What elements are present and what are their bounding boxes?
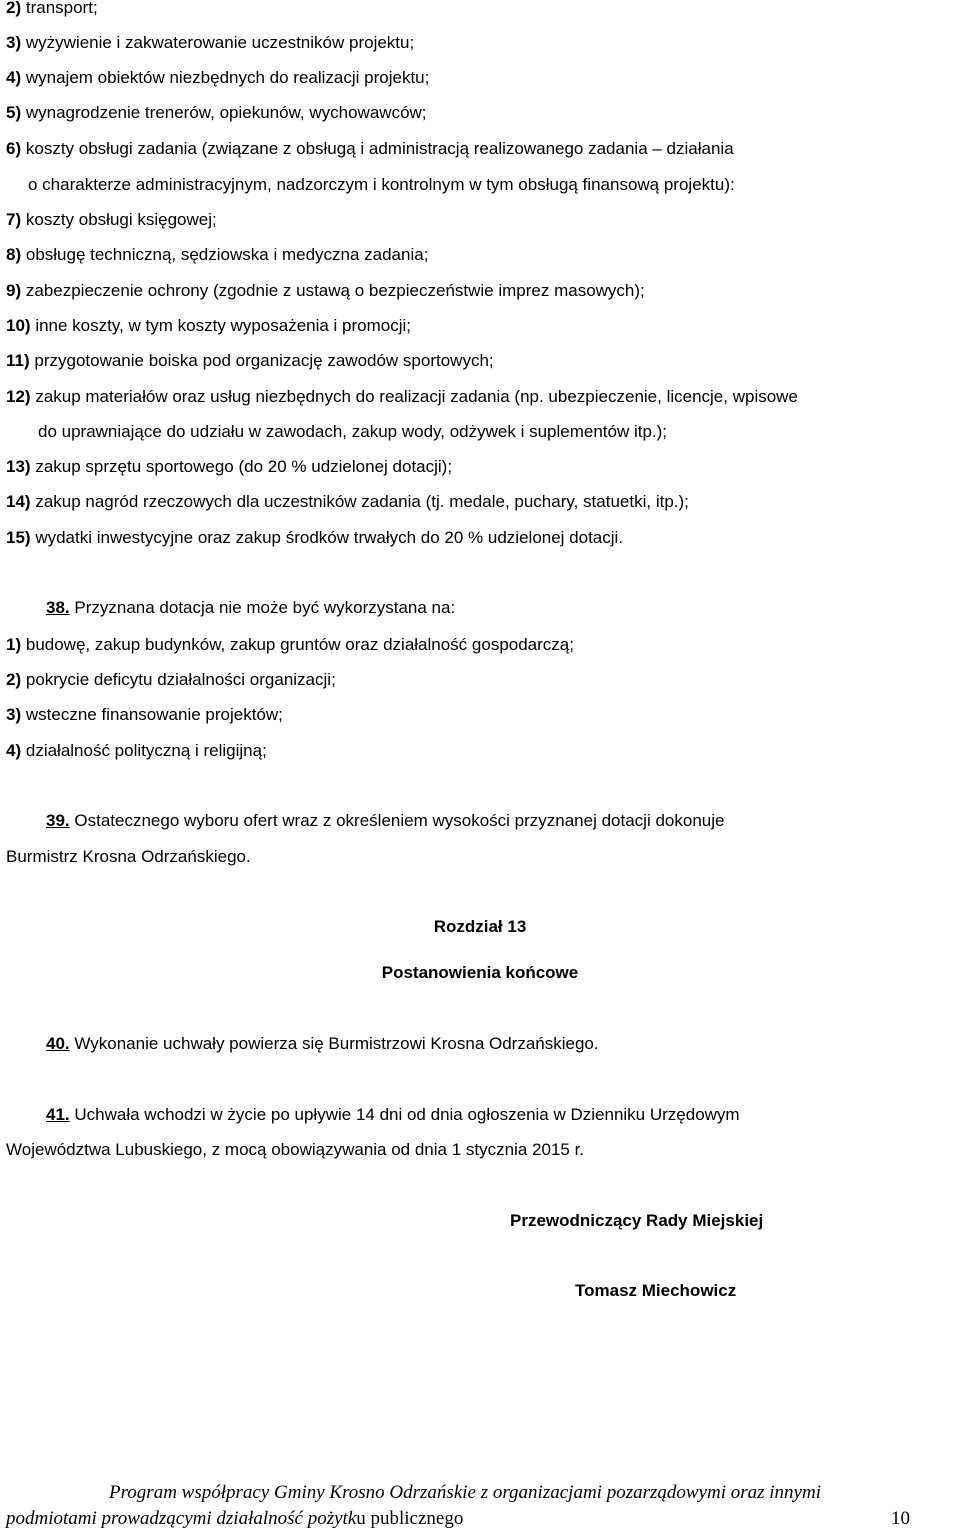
list-item: 12) zakup materiałów oraz usług niezbędnych do realizacji zadania (np. ubezpieczenie, licencje, wpisowe [6, 387, 798, 406]
list-item: 4) działalność polityczną i religijną; [6, 741, 267, 760]
list-item: 7) koszty obsługi księgowej; [6, 210, 217, 229]
list-item-continuation: do uprawniające do udziału w zawodach, zakup wody, odżywek i suplementów itp.); [38, 422, 668, 441]
list-item: 2) pokrycie deficytu działalności organizacji; [6, 670, 336, 689]
list-item: 6) koszty obsługi zadania (związane z obsługą i administracją realizowanego zadania – działania [6, 139, 734, 158]
list-item-continuation: o charakterze administracyjnym, nadzorczym i kontrolnym w tym obsługą finansową projektu): [28, 175, 735, 194]
list-item: 11) przygotowanie boiska pod organizację zawodów sportowych; [6, 351, 494, 370]
section-41-line1: 41. Uchwała wchodzi w życie po upływie 14 dni od dnia ogłoszenia w Dzienniku Urzędowym [46, 1105, 740, 1124]
list-item: 3) wsteczne finansowanie projektów; [6, 705, 283, 724]
footer-line1: Program współpracy Gminy Krosno Odrzańskie z organizacjami pozarządowymi oraz innymi [109, 1482, 821, 1503]
list-item: 14) zakup nagród rzeczowych dla uczestników zadania (tj. medale, puchary, statuetki, itp.); [6, 492, 689, 511]
chapter-title: Rozdział 13 [433, 917, 527, 936]
list-item: 4) wynajem obiektów niezbędnych do realizacji projektu; [6, 68, 430, 87]
section-38-heading: 38. Przyznana dotacja nie może być wykorzystana na: [46, 598, 456, 617]
section-39-line2: Burmistrz Krosna Odrzańskiego. [6, 847, 251, 866]
list-item: 13) zakup sprzętu sportowego (do 20 % udzielonej dotacji); [6, 457, 453, 476]
section-39-line1: 39. Ostatecznego wyboru ofert wraz z określeniem wysokości przyznanej dotacji dokonuje [46, 811, 725, 830]
list-item: 2) transport; [6, 0, 98, 17]
list-item: 9) zabezpieczenie ochrony (zgodnie z ustawą o bezpieczeństwie imprez masowych); [6, 281, 645, 300]
list-item: 10) inne koszty, w tym koszty wyposażenia i promocji; [6, 316, 412, 335]
chapter-subtitle: Postanowienia końcowe [381, 963, 579, 982]
section-41-line2: Województwa Lubuskiego, z mocą obowiązywania od dnia 1 stycznia 2015 r. [6, 1140, 585, 1159]
list-item: 3) wyżywienie i zakwaterowanie uczestników projektu; [6, 33, 415, 52]
list-item: 1) budowę, zakup budynków, zakup gruntów oraz działalność gospodarczą; [6, 635, 574, 654]
list-item: 8) obsługę techniczną, sędziowska i medyczna zadania; [6, 245, 429, 264]
list-item: 5) wynagrodzenie trenerów, opiekunów, wychowawców; [6, 103, 427, 122]
footer-line2: podmiotami prowadzącymi działalność pożytku publicznego [6, 1508, 464, 1529]
signature-role: Przewodniczący Rady Miejskiej [510, 1211, 764, 1230]
signature-name: Tomasz Miechowicz [575, 1281, 737, 1300]
section-40: 40. Wykonanie uchwały powierza się Burmistrzowi Krosna Odrzańskiego. [46, 1034, 599, 1053]
page-number: 10 [891, 1508, 910, 1529]
list-item: 15) wydatki inwestycyjne oraz zakup środków trwałych do 20 % udzielonej dotacji. [6, 528, 624, 547]
